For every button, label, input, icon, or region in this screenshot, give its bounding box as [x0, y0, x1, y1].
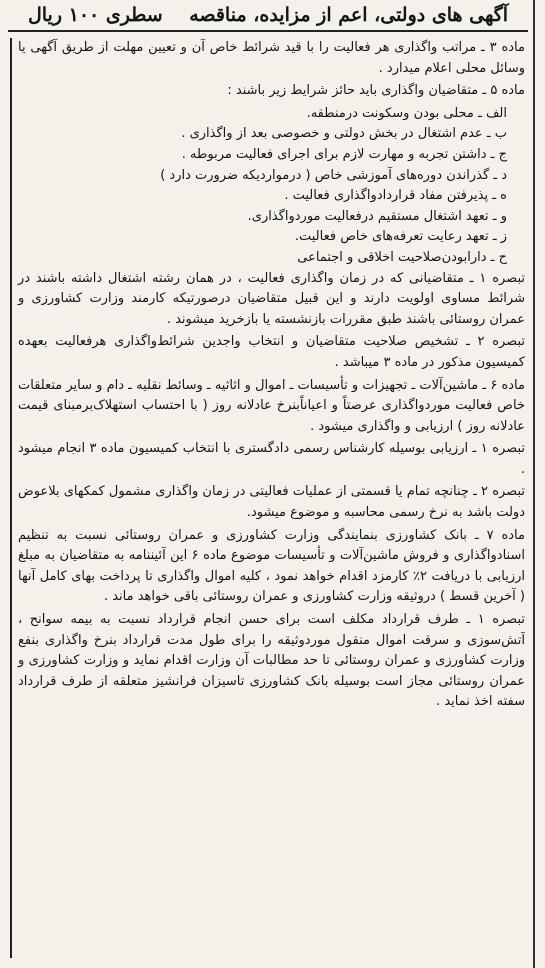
paragraph: ماده ۷ ـ بانک کشاورزی بنمایندگی وزارت کشاورزی و عمران روستائی نسبت به تنظیم اسنادواگذاری و فروش ماشین‌آلات و تأسیسات موضوع ماده ۶ این آئیننامه به متقاضیان به مبلغ ارزیابی با دریافت ۲٪ کارمزد اقدام خواهد نمود ، کلیه اموال واگذاری تا پرداخت بهای کامل آنها ( آخرین قسط ) دروثیقه وزارت کشاورزی و عمران روستائی باقی خواهد ماند .: [18, 527, 525, 605]
adjacent-column-edge: [533, 0, 545, 968]
condition-item: ز ـ تعهد رعایت تعرفه‌های خاص فعالیت.: [294, 229, 507, 245]
paragraph: ماده ۵ ـ متقاضیان واگذاری باید حائز شرایط زیر باشند :: [227, 83, 525, 99]
paragraph: تبصره ۲ ـ تشخیص صلاحیت متقاضیان و انتخاب واجدین شرائط‌واگذاری هرفعالیت بعهده کمیسیون مذکور در ماده ۳ میباشد .: [18, 334, 525, 370]
header-price: سطری ۱۰۰ ریال: [27, 4, 163, 26]
paragraph: ماده ۳ ـ مراتب واگذاری هر فعالیت را با قید شرائط خاص آن و تعیین مهلت از طریق آگهی یا وسائل محلی اعلام میدارد .: [18, 40, 525, 76]
paragraph: تبصره ۱ ـ طرف قرارداد مکلف است برای حسن انجام قرارداد نسبت به بیمه سوانح ، آتش‌سوزی و سرقت اموال منقول موردوثیقه را برای طول مدت قرارداد بنرخ واگذاری بنفع وزارت کشاورزی و عمران روستائی تا حد مطالبات آن وزارت اقدام نماید و وزارت کشاورزی و عمران روستائی مجاز است بوسیله بانک کشاورزی تاسیزان فرانشیز متعلقه از طرف قرارداد سفته اخذ نماید .: [18, 612, 525, 710]
header-title: [28, 4, 508, 26]
condition-item: ه ـ پذیرفتن مفاد قراردادواگذاری فعالیت .: [284, 188, 507, 204]
header-title-text: آگهی های دولتی، اعم از مزایده، مناقصه: [189, 4, 509, 26]
condition-item: الف ـ محلی بودن وسکونت درمنطقه.: [306, 105, 507, 121]
condition-item: د ـ گذراندن دوره‌های آموزشی خاص ( درمواردیکه ضرورت دارد ): [160, 167, 507, 183]
paragraph: ماده ۶ ـ ماشین‌آلات ـ تجهیزات و تأسیسات ـ اموال و اثاثیه ـ وسائط نقلیه ـ دام و سایر متعلقات خاص فعالیت موردواگذاری عرصتاً و اعیاناًبنرخ عادلانه روز ( با احتساب استهلاک‌برمبنای قیمت عادلانه روز ) ارزیابی و واگذاری میشود .: [18, 377, 525, 434]
article-body: [10, 38, 525, 958]
condition-item: ب ـ عدم اشتغال در بخش دولتی و خصوصی بعد از واگذاری .: [181, 126, 507, 142]
condition-item: ج ـ داشتن تجربه و مهارت لازم برای اجرای فعالیت مربوطه .: [181, 146, 507, 162]
condition-item: و ـ تعهد اشتغال مستقیم درفعالیت موردواگذاری.: [247, 208, 507, 224]
header-banner: [8, 0, 528, 32]
condition-item: ح ـ دارابودن‌صلاحیت اخلاقی و اجتماعی: [297, 249, 507, 265]
paragraph: تبصره ۱ ـ ارزیابی بوسیله کارشناس رسمی دادگستری با انتخاب کمیسیون ماده ۳ انجام میشود .: [18, 441, 525, 477]
paragraph: تبصره ۱ ـ متقاضیانی که در زمان واگذاری فعالیت ، در همان رشته اشتغال داشته باشند در شرائط مساوی اولویت دارند و این قبیل متقاضیان درصورتیکه کارمند وزارت کشاورزی و عمران روستائی باشند طبق مقررات بازنشسته یا بازخرید میشوند .: [18, 270, 525, 327]
paragraph: تبصره ۲ ـ چنانچه تمام یا قسمتی از عملیات فعالیتی در زمان واگذاری مشمول کمکهای بلاعوض دولت باشد به نرخ رسمی محاسبه و موضوع میشود.: [18, 484, 525, 521]
